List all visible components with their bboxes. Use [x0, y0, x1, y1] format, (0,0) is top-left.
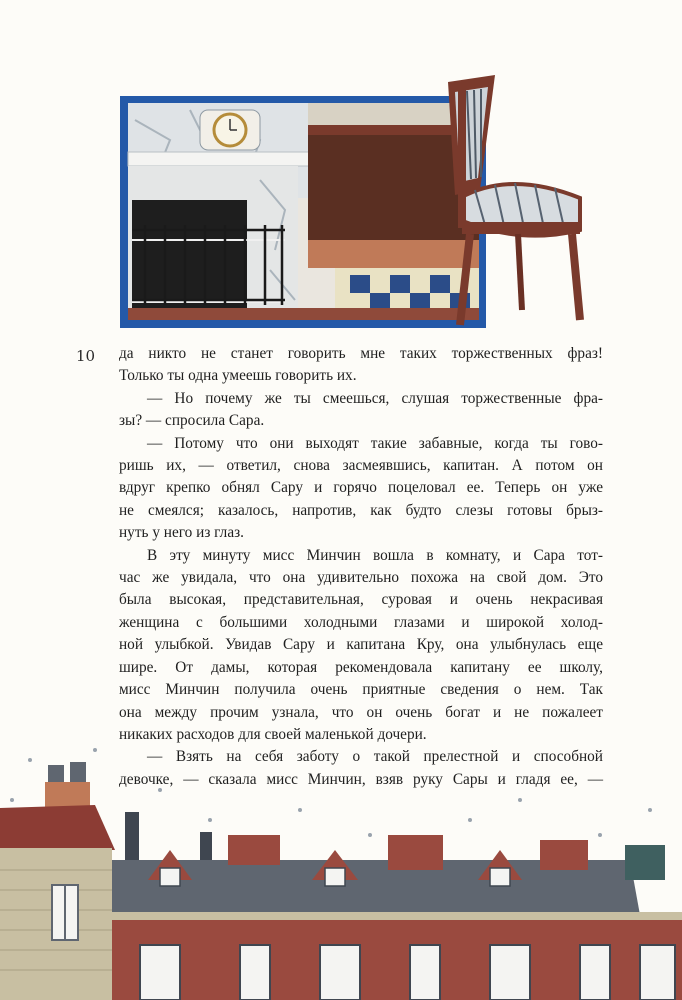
text-line: нуть у него из глаз.: [119, 524, 244, 542]
body-text: [119, 343, 603, 791]
text-line: мисс Минчин получила очень приятные сведения о нем. Так: [119, 681, 603, 699]
text-line: шире. От дамы, которая рекомендовала капитану ее школу,: [119, 658, 603, 676]
text-line: Только ты одна умеешь говорить их.: [119, 367, 357, 385]
text-line: зы? — спросила Сара.: [119, 412, 265, 430]
text-line: она между прочим узнала, что он очень богат и не пожалеет: [119, 703, 603, 721]
fireplace-chair-illustration: [110, 70, 600, 335]
text-line: никаких расходов для своей маленькой дочери.: [119, 725, 427, 743]
text-line: не смеялся; казалось, напротив, как будто слезы готовы брыз-: [119, 501, 603, 519]
text-line: ной улыбкой. Увидав Сару и капитана Кру, она улыбнулась еще: [119, 636, 603, 654]
text-line: была высокая, представительная, суровая и очень некрасивая: [119, 591, 603, 609]
page-number: 10: [76, 347, 96, 365]
text-line: — Потому что они выходят такие забавные, когда ты гово-: [147, 434, 603, 452]
text-line: ришь их, — ответил, снова засмеявшись, капитан. А потом он: [119, 457, 603, 475]
text-line: час же увидала, что она удивительно похожа на свой дом. Это: [119, 569, 603, 587]
text-line: женщина с большими холодными глазами и широкой холод-: [119, 613, 603, 631]
text-line: — Взять на себя заботу о такой прелестной и способной: [147, 748, 603, 766]
text-line: вдруг крепко обнял Сару и горячо поцеловал ее. Теперь он уже: [119, 479, 603, 497]
text-line: девочке, — сказала мисс Минчин, взяв руку Сары и гладя ее, —: [119, 770, 603, 788]
text-line: да никто не станет говорить мне таких торжественных фраз!: [119, 345, 603, 362]
text-line: — Но почему же ты смеешься, слушая торжественные фра-: [147, 389, 603, 407]
rooftops-illustration: [0, 740, 682, 1000]
text-line: В эту минуту мисс Минчин вошла в комнату, и Сара тот-: [147, 546, 603, 564]
